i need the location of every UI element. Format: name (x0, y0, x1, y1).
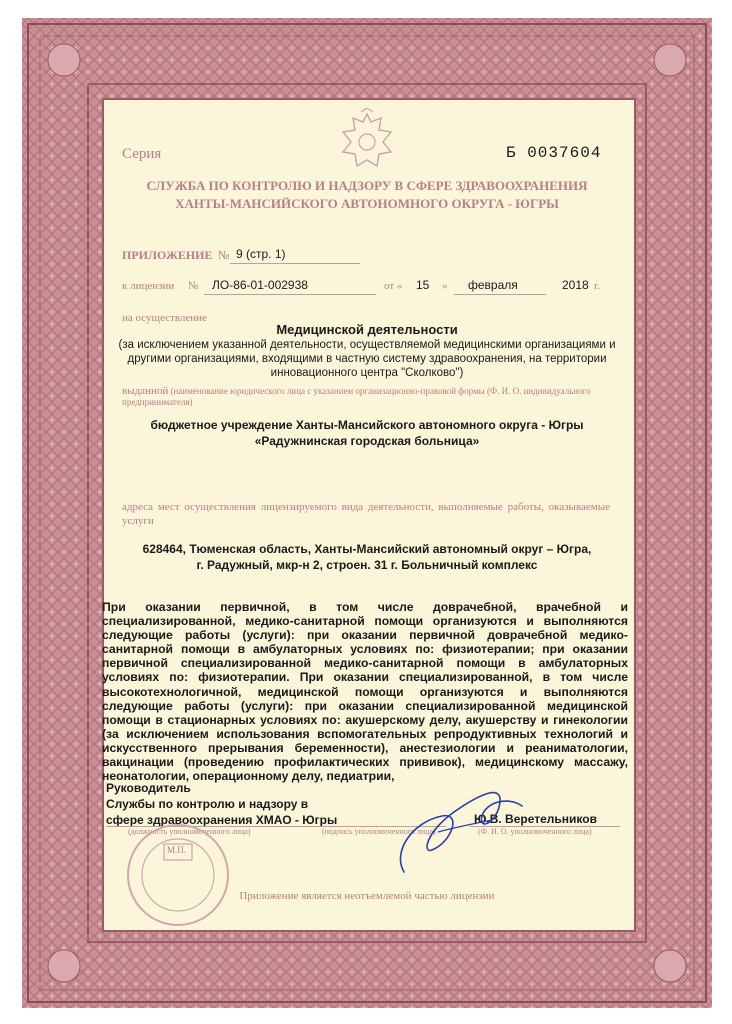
addresses-label: адреса мест осуществления лицензируемого вида деятельности, выполняемые работы, оказываемые услуги (122, 501, 610, 527)
address-line1: 628464, Тюменская область, Ханты-Мансийский автономный округ – Югра, (142, 542, 592, 556)
stamp-place-text: М.П. (167, 845, 187, 855)
issued-to-label: выданной (122, 385, 169, 397)
series-number: Б 0037604 (506, 144, 602, 162)
address-line2: г. Радужный, мкр-н 2, строен. 31 г. Больничный комплекс (196, 558, 538, 572)
signatory-name: Ю.В. Веретельников (474, 812, 597, 826)
name-hint: (Ф. И. О. уполномоченного лица) (478, 827, 592, 836)
activity-note: (за исключением указанной деятельности, осуществляемой медицинскими организациями и другими организациями, входящими в частную систему здравоохранения, на территории инновационного центра "Сколково") (118, 339, 616, 379)
license-date-prefix: от « (384, 280, 403, 292)
license-month: февраля (468, 278, 518, 292)
handwritten-signature (382, 772, 542, 882)
activity-label: на осуществление (122, 312, 207, 324)
license-number-prefix: № (188, 280, 199, 292)
license-label: к лицензии (122, 280, 175, 292)
series-label: Серия (122, 146, 162, 162)
official-stamp (118, 820, 238, 930)
signature-hint: (подпись уполномоченного лица) (322, 827, 436, 836)
license-day-suffix: » (442, 280, 448, 292)
appendix-number: 9 (стр. 1) (236, 247, 286, 261)
issued-to-hint-text: (наименование юридического лица с указанием организационно-правовой формы (Ф. И. О. индивидуального предпринимателя) (122, 386, 591, 407)
license-year: 2018 (562, 278, 589, 292)
authority-title-line2: ХАНТЫ-МАНСИЙСКОГО АВТОНОМНОГО ОКРУГА - ЮГРЫ (175, 196, 559, 211)
services-text: При оказании первичной, в том числе доврачебной, врачебной и специализированной, медико-санитарной помощи организуются и выполняются следующие работы (услуги): при оказании первичной доврачебной медико-санитарной помощи в амбулаторных условиях по: физиотерапии; при оказании первичной специализированной медико-санитарной помощи в амбулаторных условиях по: физиотерапии. При оказании специализированной, в том числе высокотехнологичной, медицинской помощи организуются и выполняются следующие работы (услуги): при оказании специализированной медицинской помощи в стационарных условиях по: акушерскому делу, акушерству и гинекологии (за исключением использования вспомогательных репродуктивных технологий и искусственного прерывания беременности), анестезиологии и реаниматологии, вакцинации (проведению профилактических прививок), медицинскому массажу, неонатологии, операционному делу, педиатрии, (102, 600, 628, 784)
appendix-number-prefix: № (218, 248, 230, 262)
activity-title: Медицинской деятельности (276, 322, 458, 337)
position-line3: сфере здравоохранения ХМАО - Югры (106, 813, 338, 827)
position-hint: (должность уполномоченного лица) (128, 827, 251, 836)
appendix-label: ПРИЛОЖЕНИЕ (122, 248, 213, 262)
license-year-suffix: г. (594, 280, 601, 292)
organization-name-line2: «Радужнинская городская больница» (254, 434, 480, 448)
coat-of-arms-icon (335, 108, 399, 178)
position-line2: Службы по контролю и надзору в (106, 797, 309, 811)
footer-note: Приложение является неотъемлемой частью лицензии (239, 890, 495, 902)
license-number: ЛО-86-01-002938 (212, 278, 308, 292)
license-day: 15 (416, 278, 430, 292)
authority-title-line1: СЛУЖБА ПО КОНТРОЛЮ И НАДЗОРУ В СФЕРЕ ЗДРАВООХРАНЕНИЯ (146, 178, 588, 193)
issued-to-hint (122, 386, 622, 408)
license-frame (22, 18, 712, 1008)
position-line1: Руководитель (106, 781, 191, 795)
organization-name-line1: бюджетное учреждение Ханты-Мансийского автономного округа - Югры (150, 418, 584, 432)
